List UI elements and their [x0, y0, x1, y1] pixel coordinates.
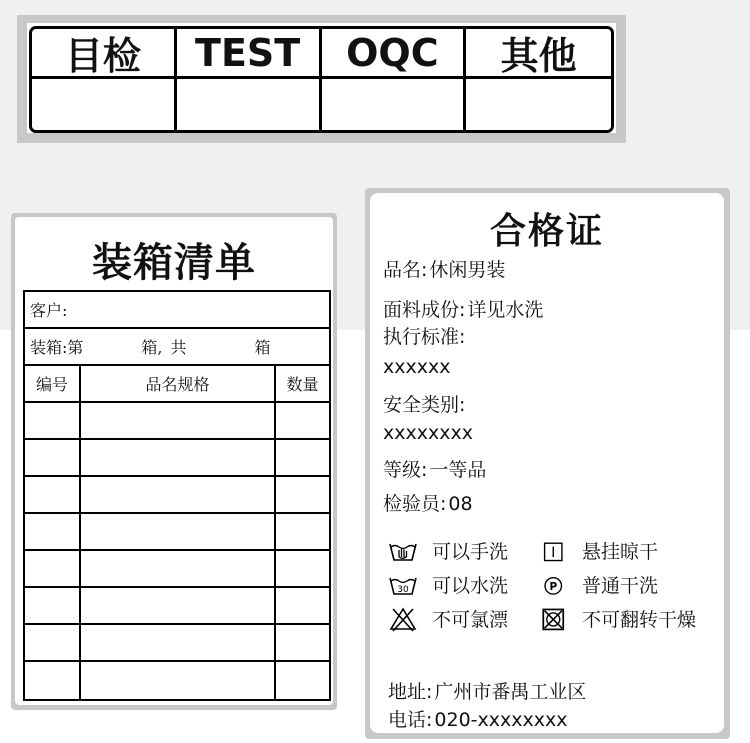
column-header-number: 编号: [25, 366, 81, 401]
no-bleach-icon: [388, 606, 418, 632]
box-prefix: 第: [67, 338, 84, 357]
material-value: 详见水洗: [467, 299, 544, 321]
address-label: 地址:: [388, 681, 433, 703]
care-no-bleach: [388, 605, 508, 632]
table-cell: [81, 588, 276, 623]
table-row: [25, 551, 329, 588]
inspection-stamp: [17, 15, 626, 143]
table-header-row: [25, 366, 329, 403]
phone-value: 020-xxxxxxxx: [434, 709, 568, 731]
inspector-label: 检验员:: [383, 493, 447, 515]
table-cell: [81, 625, 276, 660]
safety-value: xxxxxxxx: [383, 422, 473, 444]
table-cell: [276, 551, 329, 586]
table-cell: [276, 588, 329, 623]
stamp-cell-oqc: OQC: [322, 29, 467, 79]
table-row: [25, 514, 329, 551]
phone-label: 电话:: [388, 709, 433, 731]
table-cell: [276, 403, 329, 438]
safety-label: 安全类别:: [383, 394, 466, 416]
care-no-bleach-text: 不可氯漂: [432, 609, 509, 631]
care-hand-wash: [388, 537, 508, 564]
table-cell: [25, 403, 81, 438]
inspection-table: [29, 26, 614, 133]
care-dry-clean: [542, 571, 658, 598]
wash-temperature: 30: [397, 584, 409, 595]
dry-clean-p-icon: [542, 572, 568, 598]
care-machine-wash: [388, 571, 508, 598]
stamp-cell-other: 其他: [466, 29, 611, 79]
care-hang-dry: [542, 537, 658, 564]
table-row: [25, 588, 329, 625]
table-cell: [81, 551, 276, 586]
table-cell: [276, 440, 329, 475]
table-cell: [25, 662, 81, 699]
dry-clean-letter: P: [549, 580, 558, 593]
table-cell: [276, 662, 329, 699]
certificate-title: 合格证: [489, 211, 604, 252]
table-cell: [25, 440, 81, 475]
table-cell: [25, 551, 81, 586]
box-count-row: [25, 329, 329, 366]
stamp-blank-cell: [32, 79, 177, 130]
table-cell: [276, 477, 329, 512]
inspector-line: [383, 489, 473, 516]
table-cell: [81, 403, 276, 438]
hang-dry-icon: [542, 538, 568, 564]
stamp-cell-test: TEST: [177, 29, 322, 79]
stamp-blank-cell: [322, 79, 467, 130]
table-cell: [25, 625, 81, 660]
box-mid: 箱,: [141, 338, 163, 357]
column-header-product-spec: 品名规格: [81, 366, 276, 401]
grade-label: 等级:: [383, 459, 428, 481]
certificate-label: [365, 188, 730, 739]
no-tumble-dry-icon: [542, 606, 568, 632]
care-no-tumble-dry: [542, 605, 696, 632]
table-cell: [25, 514, 81, 549]
inspector-value: 08: [448, 493, 473, 515]
packing-list-table: [23, 290, 331, 701]
wash-30-icon: [388, 572, 418, 598]
table-row: [25, 477, 329, 514]
packing-list-label: [11, 213, 337, 710]
table-row: [25, 403, 329, 440]
address-value: 广州市番禺工业区: [434, 681, 587, 703]
table-cell: [81, 514, 276, 549]
table-cell: [81, 662, 276, 699]
product-name-line: [383, 255, 505, 282]
stamp-blank-cell: [466, 79, 611, 130]
customer-row: [25, 292, 329, 329]
care-hang-dry-text: 悬挂晾干: [582, 541, 659, 563]
table-cell: [276, 625, 329, 660]
box-suffix: 箱: [254, 338, 271, 357]
grade-value: 一等品: [429, 459, 487, 481]
packing-list-title: 装箱清单: [92, 239, 256, 286]
care-no-tumble-dry-text: 不可翻转干燥: [582, 609, 697, 631]
table-row: [25, 440, 329, 477]
customer-label: 客户:: [30, 301, 68, 320]
table-cell: [81, 440, 276, 475]
table-cell: [25, 477, 81, 512]
table-cell: [25, 588, 81, 623]
box-label: 装箱:: [30, 338, 68, 357]
address-line: [388, 677, 586, 704]
material-line: [383, 295, 543, 322]
material-label: 面料成份:: [383, 299, 466, 321]
table-cell: [81, 477, 276, 512]
care-machine-wash-text: 可以水洗: [432, 575, 509, 597]
table-row: [25, 662, 329, 699]
standard-label: 执行标准:: [383, 326, 466, 348]
table-row: [25, 625, 329, 662]
hand-wash-icon: [388, 538, 418, 564]
box-total: 共: [170, 338, 187, 357]
column-header-quantity: 数量: [286, 375, 319, 394]
product-name-label: 品名:: [383, 259, 428, 281]
table-cell: [276, 514, 329, 549]
standard-value: xxxxxx: [383, 356, 451, 378]
phone-line: [388, 705, 567, 732]
grade-line: [383, 455, 486, 482]
stamp-blank-cell: [177, 79, 322, 130]
care-dry-clean-text: 普通干洗: [582, 575, 659, 597]
product-name-value: 休闲男装: [429, 259, 506, 281]
care-hand-wash-text: 可以手洗: [432, 541, 509, 563]
stamp-cell-visual-check: 目检: [32, 29, 177, 79]
